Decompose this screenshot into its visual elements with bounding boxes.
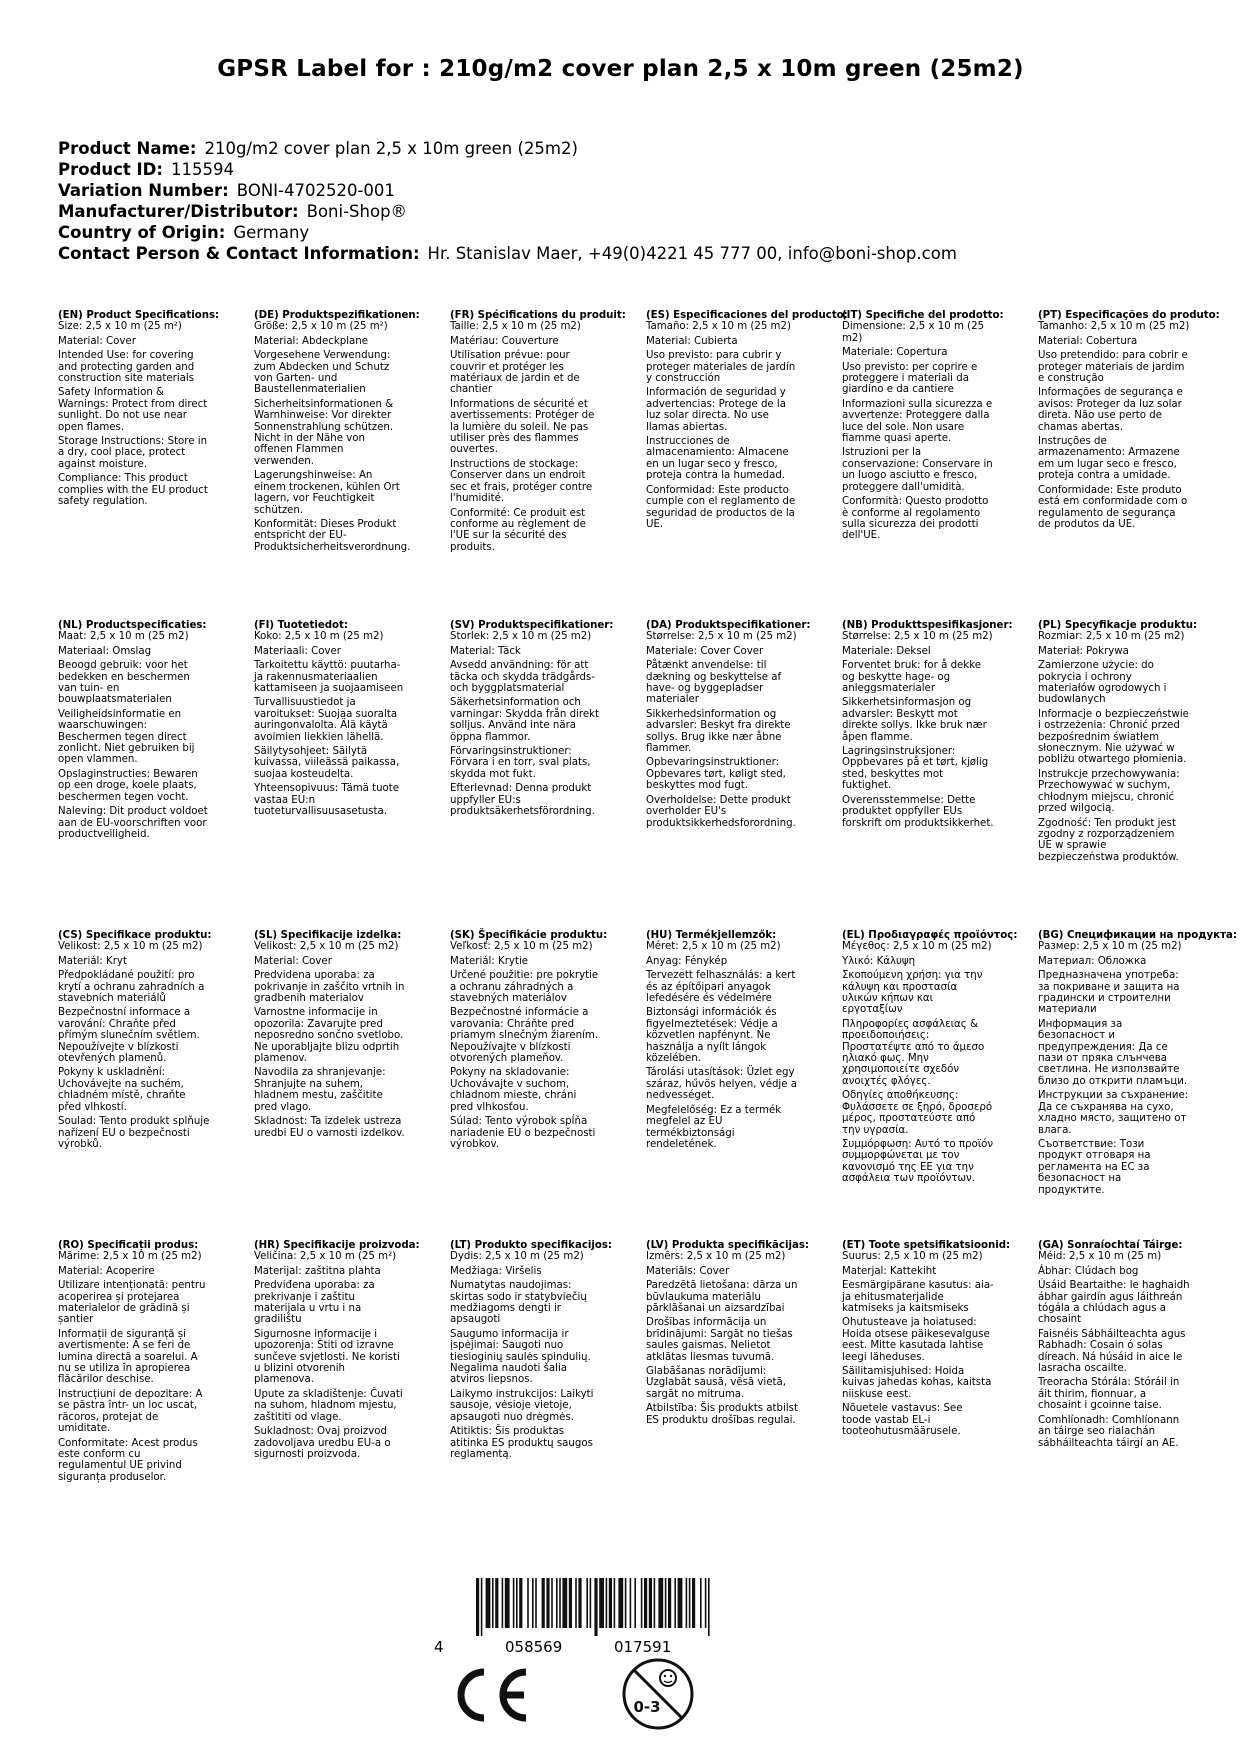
barcode-bar (527, 1578, 529, 1628)
barcode-bar (599, 1578, 604, 1628)
spec-paragraph: Skladnost: Ta izdelek ustreza uredbi EU o varnosti izdelkov. (254, 1116, 405, 1139)
spec-paragraph: Informacje o bezpieczeństwie i ostrzeżenia: Chronić przed bezpośrednim światłem słonecznym. Nie używać w pobliżu otwartego płomienia. (1038, 708, 1189, 766)
spec-paragraph: Predvidena uporaba: za pokrivanje in zaščito vrtnih in gradbenih materialov (254, 970, 405, 1005)
spec-paragraph: Varnostne informacije in opozorila: Zavarujte pred neposredno sončno svetlobo. Ne uporabljajte blizu odprtih plamenov. (254, 1007, 404, 1065)
spec-block (842, 930, 1018, 1240)
spec-paragraph: Materijal: zaštitna plahta (254, 1265, 381, 1277)
spec-paragraph: Material: Abdeckplane (254, 335, 368, 347)
spec-heading: (SL) Specifikacije izdelka: (254, 930, 402, 941)
spec-paragraph: Numatytas naudojimas: skirtas sodo ir statybviečių medžiagoms dengti ir apsaugoti (450, 1280, 587, 1326)
spec-paragraph: Instrucțiuni de depozitare: A se păstra într- un loc uscat, răcoros, protejat de umiditate. (58, 1388, 203, 1435)
spec-paragraph: Veiligheidsinformatie en waarschuwingen: Beschermen tegen direct zonlicht. Niet gebruiken bij open vlammen. (58, 708, 195, 766)
barcode-bar (614, 1578, 616, 1628)
spec-paragraph: Utilizare intenționată: pentru acoperirea și protejarea materialelor de grădină și șantier (58, 1280, 206, 1326)
spec-paragraph: Lagerungshinweise: An einem trockenen, kühlen Ort lagern, vor Feuchtigkeit schützen. (254, 470, 400, 516)
spec-paragraph: Efterlevnad: Denna produkt uppfyller EU:s produktsäkerhetsförordning. (450, 783, 595, 818)
spec-paragraph: Conformidad: Este producto cumple con el reglamento de seguridad de productos de la UE. (646, 484, 796, 530)
not-for-children-0-3-icon (620, 1656, 696, 1732)
spec-block (842, 620, 1013, 930)
page-title: GPSR Label for : 210g/m2 cover plan 2,5 x 10m green (25m2) (217, 56, 1024, 82)
barcode-bar (535, 1578, 537, 1628)
spec-heading: (PL) Specyfikacje produktu: (1038, 620, 1198, 631)
spec-block (1038, 930, 1237, 1240)
spec-paragraph: Soulad: Tento produkt splňuje nařízení EU o bezpečnosti výrobků. (58, 1116, 210, 1150)
info-row-manufacturer: Manufacturer/Distributor: Boni-Shop® (58, 202, 408, 221)
barcode-bar (516, 1578, 518, 1628)
info-row-variation-number: Variation Number: BONI-4702520-001 (58, 181, 395, 200)
barcode-bar (630, 1578, 632, 1628)
spec-block (450, 620, 614, 930)
info-row-contact: Contact Person & Contact Information: Hr. Stanislav Maer, +49(0)4221 45 777 00, info@boni-shop.com (58, 244, 957, 263)
spec-paragraph: Materiał: Pokrywa (1038, 645, 1129, 657)
spec-paragraph: Megfelelőség: Ez a termék megfelel az EU termékbiztonsági rendeletének. (646, 1104, 782, 1150)
spec-paragraph: Instrukcje przechowywania: Przechowywać w suchym, chłodnym miejscu, chronić przed wilgocią. (1038, 768, 1180, 815)
spec-paragraph: Matériau: Couverture (450, 335, 559, 347)
spec-block (1038, 1240, 1190, 1542)
spec-block (58, 310, 220, 620)
spec-heading: (SK) Špecifikácie produktu: (450, 930, 608, 941)
spec-paragraph: Glabāšanas norādījumi: Uzglabāt sausā, vēsā vietā, sargāt no mitruma. (646, 1366, 787, 1400)
spec-paragraph: Drošības informācija un brīdinājumi: Sargāt no tiešas saules gaismas. Nelietot atklātas liesmas tuvumā. (646, 1317, 793, 1363)
spec-block (254, 620, 406, 930)
spec-block (58, 1240, 210, 1542)
spec-paragraph: Sukladnost: Ovaj proizvod zadovoljava uredbu EU-a o sigurnosti proizvoda. (254, 1426, 391, 1460)
spec-paragraph: Předpokládané použití: pro krytí a ochranu zahradních a stavebních materiálů (58, 970, 205, 1005)
spec-size: Dydis: 2,5 x 10 m (25 m2) (450, 1251, 584, 1263)
spec-paragraph: Pokyny na skladovanie: Uchovávajte v suchom, chladnom mieste, chráni pred vlhkosťou. (450, 1067, 577, 1113)
spec-paragraph: Ábhar: Clúdach bog (1038, 1265, 1139, 1277)
spec-paragraph: Instruções de armazenamento: Armazene em um lugar seco e fresco, proteja contra a umidade. (1038, 436, 1180, 482)
product-info (58, 138, 1188, 264)
spec-heading: (NB) Produkttspesifikasjoner: (842, 620, 1013, 631)
spec-paragraph: Съответствие: Този продукт отговаря на регламента на ЕС за безопасност на продуктите. (1038, 1138, 1151, 1196)
spec-block (646, 310, 848, 620)
spec-heading: (SV) Produktspecifikationer: (450, 620, 614, 631)
spec-paragraph: Intended Use: for covering and protecting garden and construction site materials (58, 350, 195, 385)
spec-paragraph: Turvallisuustiedot ja varoitukset: Suojaa suoralta auringonvalolta. Älä käytä avoimien liekkien lähellä. (254, 697, 398, 743)
spec-paragraph: Sikkerhetsinformasjon og advarsler: Beskytt mot direkte sollys. Ikke bruk nær åpen flamme. (842, 697, 987, 743)
spec-paragraph: Tárolási utasítások: Üzlet egy száraz, hűvös helyen, védje a nedvességet. (646, 1067, 798, 1102)
barcode-bar (481, 1578, 483, 1636)
spec-heading: (IT) Specifiche del prodotto: (842, 310, 1004, 321)
spec-paragraph: Zamierzone użycie: do pokrycia i ochrony materiałów ogrodowych i budowlanych (1038, 660, 1167, 706)
spec-paragraph: Påtænkt anvendelse: til dækning og beskyttelse af have- og byggepladser materialer (646, 660, 782, 706)
spec-paragraph: Zgodność: Ten produkt jest zgodny z rozporządzeniem UE w sprawie bezpieczeństwa produktów. (1038, 817, 1179, 863)
spec-heading: (GA) Sonraíochtaí Táirge: (1038, 1240, 1183, 1251)
barcode-bar (551, 1578, 553, 1628)
spec-block (1038, 620, 1198, 930)
barcode-bar (502, 1578, 504, 1628)
spec-paragraph: Υλικό: Κάλυψη (842, 955, 916, 967)
spec-paragraph: Οδηγίες αποθήκευσης: Φυλάσσετε σε ξηρό, δροσερό μέρος, προστατεύστε από την υγρασία. (842, 1090, 993, 1136)
spec-paragraph: Materiāls: Cover (646, 1265, 730, 1277)
spec-paragraph: Materiál: Krytie (450, 955, 529, 967)
spec-block (646, 620, 811, 930)
spec-size: Μέγεθος: 2,5 x 10 m (25 m2) (842, 941, 992, 953)
spec-paragraph: Atitiktis: Šis produktas atitinka ES produktų saugos reglamentą. (450, 1426, 593, 1460)
barcode-bar (556, 1578, 558, 1628)
spec-paragraph: Predviđena uporaba: za prekrivanje i zaštitu materijala u vrtu i na gradilištu (254, 1280, 375, 1326)
spec-heading: (HU) Termékjellemzők: (646, 930, 777, 941)
barcode-bar (618, 1578, 623, 1628)
spec-paragraph: Material: Cubierta (646, 335, 738, 347)
spec-size: Maat: 2,5 x 10 m (25 m2) (58, 631, 189, 643)
spec-paragraph: Opslaginstructies: Bewaren op een droge, koele plaats, beschermen tegen vocht. (58, 768, 198, 803)
spec-paragraph: Avsedd användning: för att täcka och skydda trädgårds- och byggplatsmaterial (450, 660, 595, 695)
barcode-bar (689, 1578, 691, 1628)
barcode-bar (594, 1578, 597, 1636)
spec-paragraph: Anyag: Fénykép (646, 955, 728, 967)
barcode-digit-first: 4 (434, 1638, 444, 1656)
spec-size: Größe: 2,5 x 10 m (25 m²) (254, 321, 388, 333)
barcode-group-right: 017591 (614, 1638, 672, 1656)
spec-paragraph: Overholdelse: Dette produkt overholder EU's produktsikkerhedsforordning. (646, 794, 796, 829)
spec-size: Размер: 2,5 x 10 m (25 m2) (1038, 941, 1182, 953)
spec-paragraph: Materiál: Kryt (58, 955, 127, 967)
spec-paragraph: Säkerhetsinformation och varningar: Skydda från direkt solljus. Använd inte nära öppna flammor. (450, 697, 599, 743)
spec-size: Size: 2,5 x 10 m (25 m²) (58, 321, 182, 333)
spec-paragraph: Materjal: Kattekiht (842, 1265, 937, 1277)
spec-heading: (EN) Product Specifications: (58, 310, 220, 321)
barcode-bar (665, 1578, 667, 1628)
spec-heading: (HR) Specifikacije proizvoda: (254, 1240, 420, 1251)
spec-block (1038, 310, 1220, 620)
barcode-bar (562, 1578, 567, 1628)
barcode (434, 1578, 744, 1660)
spec-size: Tamaño: 2,5 x 10 m (25 m2) (646, 321, 791, 333)
spec-block (842, 310, 1004, 620)
spec-paragraph: Материал: Обложка (1038, 955, 1147, 967)
spec-paragraph: Eesmärgipärane kasutus: aia- ja ehitusmaterjalide katmiseks ja kaitsmiseks (842, 1280, 994, 1315)
spec-block (646, 930, 798, 1240)
spec-paragraph: Sikkerhedsinformation og advarsler: Beskyt fra direkte sollys. Brug ikke nær åbne flammer. (646, 708, 791, 755)
spec-paragraph: Informações de segurança e avisos: Proteger da luz solar direta. Não use perto de chamas abertas. (1038, 387, 1183, 433)
spec-paragraph: Инструкции за съхранение: Да се съхранява на сухо, хладно място, защитено от влага. (1038, 1090, 1189, 1136)
spec-paragraph: Naleving: Dit product voldoet aan de EU-voorschriften voor productveiligheid. (58, 806, 208, 840)
spec-size: Velikost: 2,5 x 10 m (25 m2) (58, 941, 203, 953)
spec-size: Størrelse: 2,5 x 10 m (25 m2) (646, 631, 797, 643)
spec-paragraph: Storage Instructions: Store in a dry, cool place, protect against moisture. (58, 436, 208, 470)
spec-paragraph: Materiaali: Cover (254, 645, 341, 657)
spec-size: Rozmiar: 2,5 x 10 m (25 m2) (1038, 631, 1185, 643)
spec-paragraph: Beoogd gebruik: voor het bedekken en beschermen van tuin- en bouwplaatsmaterialen (58, 660, 190, 706)
barcode-bar (513, 1578, 515, 1628)
spec-paragraph: Conformidade: Este produto está em conformidade com o regulamento de segurança de produtos da UE. (1038, 484, 1188, 530)
spec-paragraph: Treoracha Stórála: Stóráil in áit thirim, fionnuar, a chosaint i gcoinne taise. (1038, 1377, 1180, 1412)
barcode-bar (559, 1578, 561, 1628)
spec-paragraph: Lagringsinstruksjoner: Oppbevares på et tørt, kjølig sted, beskyttes mot fuktighet. (842, 746, 989, 792)
info-row-product-id: Product ID: 115594 (58, 160, 234, 179)
spec-paragraph: Saugumo informacija ir įspėjimai: Saugoti nuo tiesioginių saulės spindulių. Negalima naudoti šalia atviros liepsnos. (450, 1328, 591, 1386)
spec-paragraph: Informații de siguranță și avertismente: A se feri de lumina directă a soarelui. A nu se utiliza în apropierea flăcărilor deschise. (58, 1328, 198, 1386)
spec-paragraph: Informazioni sulla sicurezza e avvertenze: Proteggere dalla luce del sole. Non usare fiamme quasi aperte. (842, 398, 993, 445)
spec-heading: (CS) Specifikace produktu: (58, 930, 212, 941)
spec-heading: (LT) Produkto specifikacijos: (450, 1240, 612, 1251)
spec-paragraph: Säilytysohjeet: Säilytä kuivassa, viileässä paikassa, suojaa kosteudelta. (254, 746, 400, 780)
spec-paragraph: Atbilstība: Šis produkts atbilst ES produktu drošības regulai. (646, 1403, 798, 1426)
spec-size: Méret: 2,5 x 10 m (25 m2) (646, 941, 781, 953)
spec-block (58, 620, 210, 930)
spec-paragraph: Úsáid Beartaithe: le haghaidh ábhar gairdín agus láithreán tógála a chlúdach agus a chosaint (1038, 1280, 1190, 1326)
spec-paragraph: Material: Cobertura (1038, 335, 1138, 347)
barcode-bar (705, 1578, 707, 1628)
barcode-bar (505, 1578, 510, 1628)
spec-paragraph: Conformità: Questo prodotto è conforme al regolamento sulla sicurezza dei prodotti dell'UE. (842, 496, 989, 542)
barcode-bar (575, 1578, 577, 1628)
spec-paragraph: Информация за безопасност и предупреждения: Да се пази от пряка слънчева светлина. Не използвайте близо до открити пламъци. (1038, 1018, 1188, 1087)
barcode-bar (519, 1578, 522, 1628)
spec-block (450, 310, 626, 620)
barcode-bar (569, 1578, 572, 1628)
spec-block (450, 1240, 612, 1542)
barcode-bar (641, 1578, 643, 1628)
spec-paragraph: Vorgesehene Verwendung: zum Abdecken und Schutz von Garten- und Baustellenmaterialien (254, 350, 391, 396)
age-range-label: 0-3 (633, 1698, 661, 1716)
spec-paragraph: Säilitamisjuhised: Hoida kuivas jahedas kohas, kaitsta niiskuse eest. (842, 1366, 992, 1400)
spec-heading: (ET) Toote spetsifikatsioonid: (842, 1240, 1011, 1251)
spec-paragraph: Určené použitie: pre pokrytie a ochranu záhradných a stavebných materiálov (450, 970, 599, 1005)
spec-paragraph: Uso previsto: per coprire e proteggere i materiali da giardino e da cantiere (842, 361, 978, 396)
spec-paragraph: Conformité: Ce produit est conforme au règlement de l'UE sur la sécurité des produits. (450, 507, 586, 553)
barcode-bar (686, 1578, 688, 1628)
spec-size: Velikost: 2,5 x 10 m (25 m2) (254, 941, 399, 953)
barcode-bar (658, 1578, 663, 1628)
spec-paragraph: Instrucciones de almacenamiento: Almacene en un lugar seco y fresco, proteja contra la humedad. (646, 436, 789, 482)
spec-paragraph: Material: Cover (58, 335, 136, 347)
spec-block (254, 930, 406, 1240)
spec-paragraph: Bezpečnostné informácie a varovania: Chráňte pred priamym slnečným žiarením. Nepoužívajte v blízkosti otvorených plameňov. (450, 1007, 599, 1065)
spec-block (646, 1240, 809, 1542)
spec-size: Storlek: 2,5 x 10 m (25 m2) (450, 631, 592, 643)
spec-paragraph: Uso previsto: para cubrir y proteger materiales de jardín y construcción (646, 350, 796, 385)
spec-paragraph: Navodila za shranjevanje: Shranjujte na suhem, hladnem mestu, zaščitite pred vlago. (254, 1067, 386, 1113)
spec-paragraph: Material: Täck (450, 645, 521, 657)
spec-heading: (LV) Produkta specifikācijas: (646, 1240, 809, 1251)
barcode-bar (654, 1578, 656, 1628)
spec-size: Méid: 2,5 x 10 m (25 m) (1038, 1251, 1162, 1263)
spec-heading: (FR) Spécifications du produit: (450, 310, 626, 321)
info-row-product-name: Product Name: 210g/m2 cover plan 2,5 x 10m green (25m2) (58, 139, 578, 158)
spec-heading: (DE) Produktspezifikationen: (254, 310, 420, 321)
spec-paragraph: Sicherheitsinformationen & Warnhinweise: Vor direkter Sonnenstrahlung schützen. Nicht in der Nähe von offenen Flammen verwenden. (254, 398, 394, 467)
spec-paragraph: Biztonsági információk és figyelmeztetések: Védje a közvetlen napfénynt. Ne használja a nyílt lángok közelében. (646, 1007, 778, 1065)
barcode-bar (678, 1578, 683, 1628)
spec-paragraph: Material: Acoperire (58, 1265, 155, 1277)
spec-paragraph: Nõuetele vastavus: See toode vastab EL-i tooteohutusmäärusele. (842, 1403, 963, 1438)
spec-heading: (BG) Спецификации на продукта: (1038, 930, 1237, 941)
spec-paragraph: Medžiaga: Viršelis (450, 1265, 542, 1277)
barcode-bar (708, 1578, 710, 1636)
spec-size: Størrelse: 2,5 x 10 m (25 m2) (842, 631, 993, 643)
spec-paragraph: Upute za skladištenje: Čuvati na suhom, hladnom mjestu, zaštititi od vlage. (254, 1388, 403, 1423)
spec-paragraph: Laikymo instrukcijos: Laikyti sausoje, vėsioje vietoje, apsaugoti nuo drėgmės. (450, 1388, 594, 1423)
barcode-bar (634, 1578, 636, 1628)
barcode-group-left: 058569 (505, 1638, 563, 1656)
spec-paragraph: Istruzioni per la conservazione: Conservare in un luogo asciutto e fresco, proteggere dall'umidità. (842, 447, 993, 493)
spec-paragraph: Material: Cover (254, 955, 332, 967)
spec-heading: (PT) Especificações do produto: (1038, 310, 1220, 321)
spec-size: Veličina: 2,5 x 10 m (25 m²) (254, 1251, 397, 1263)
spec-paragraph: Overensstemmelse: Dette produktet oppfyller EUs forskrift om produktsikkerhet. (842, 794, 994, 829)
spec-paragraph: Comhlíonadh: Comhlíonann an táirge seo rialachán sábháilteachta táirgí an AE. (1038, 1414, 1180, 1449)
barcode-bar (495, 1578, 498, 1628)
spec-size: Veľkosť: 2,5 x 10 m (25 m2) (450, 941, 593, 953)
spec-block (58, 930, 210, 1240)
spec-block (842, 1240, 1011, 1542)
spec-size: Koko: 2,5 x 10 m (25 m2) (254, 631, 384, 643)
spec-size: Mărime: 2,5 x 10 m (25 m2) (58, 1251, 202, 1263)
barcode-bar (649, 1578, 652, 1628)
barcode-bar (546, 1578, 549, 1628)
spec-heading: (NL) Productspecificaties: (58, 620, 207, 631)
spec-paragraph: Πληροφορίες ασφάλειας & προειδοποιήσεις: Προστατέψτε από το άμεσο ηλιακό φως. Μην χρησιμοποιείτε σχεδόν ανοιχτές φλόγες. (842, 1018, 985, 1087)
barcode-bar (644, 1578, 647, 1628)
barcode-bar (692, 1578, 695, 1628)
spec-paragraph: Tarkoitettu käyttö: puutarha- ja rakennusmateriaalien kattamiseen ja suojaamiseen (254, 660, 404, 695)
spec-size: Taille: 2,5 x 10 m (25 m2) (450, 321, 581, 333)
spec-heading: (ES) Especificaciones del producto: (646, 310, 848, 321)
barcode-bar (486, 1578, 491, 1628)
spec-paragraph: Sigurnosne informacije i upozorenja: Štiti od izravne sunčeve svjetlosti. Ne koristi u blizini otvorenih plamenova. (254, 1328, 400, 1386)
barcode-bar (532, 1578, 534, 1628)
spec-paragraph: Yhteensopivuus: Tämä tuote vastaa EU:n tuoteturvallisuusasetusta. (254, 783, 400, 818)
barcode-bar (578, 1578, 581, 1628)
info-row-country: Country of Origin: Germany (58, 223, 310, 242)
barcode-bar (492, 1578, 494, 1628)
spec-paragraph: Ohutusteave ja hoiatused: Hoida otsese päikesevalguse eest. Mitte kasutada lahtise leegi läheduses. (842, 1317, 990, 1363)
barcode-bar (609, 1578, 612, 1628)
barcode-bars (476, 1578, 716, 1636)
spec-paragraph: Paredzētā lietošana: dārza un būvlaukuma materiālu pārklāšanai un aizsardzībai (646, 1280, 798, 1315)
spec-paragraph: Συμμόρφωση: Αυτό το προϊόν συμμορφώνεται με τον κανονισμό της ΕΕ για την ασφάλεια των προϊόντων. (842, 1138, 994, 1185)
spec-paragraph: Materiale: Cover Cover (646, 645, 764, 657)
spec-paragraph: Safety Information & Warnings: Protect from direct sunlight. Do not use near open flames. (58, 387, 208, 433)
spec-paragraph: Materiale: Copertura (842, 347, 948, 359)
spec-block (254, 310, 420, 620)
spec-paragraph: Konformität: Dieses Produkt entspricht der EU-Produktsicherheitsverordnung. (254, 518, 411, 553)
barcode-bar (668, 1578, 671, 1628)
spec-paragraph: Súlad: Tento výrobok spĺňa nariadenie EÚ o bezpečnosti výrobkov. (450, 1116, 596, 1150)
spec-size: Tamanho: 2,5 x 10 m (25 m2) (1038, 321, 1190, 333)
barcode-bar (625, 1578, 627, 1628)
spec-paragraph: Pokyny k uskladnění: Uchovávejte na suchém, chladném místě, chraňte před vlhkostí. (58, 1067, 186, 1113)
ce-mark-icon (446, 1666, 532, 1724)
spec-paragraph: Förvaringsinstruktioner: Förvara i en torr, sval plats, skydda mot fukt. (450, 746, 591, 780)
spec-paragraph: Informations de sécurité et avertissements: Protéger de la lumière du soleil. Ne pas utiliser près des flammes ouvertes. (450, 398, 595, 456)
spec-size: Dimensione: 2,5 x 10 m (25 m2) (842, 321, 985, 344)
spec-heading: (EL) Προδιαγραφές προϊόντος: (842, 930, 1018, 941)
spec-paragraph: Bezpečnostní informace a varování: Chraňte před přímým slunečním světlem. Nepoužívejte v blízkosti otevřených plamenů. (58, 1007, 200, 1065)
spec-paragraph: Faisnéis Sábháilteachta agus Rabhadh: Cosain ó solas díreach. Ná húsáid in aice le lasracha oscailte. (1038, 1328, 1186, 1375)
spec-size: Suurus: 2,5 x 10 m (25 m2) (842, 1251, 983, 1263)
spec-heading: (DA) Produktspecifikationer: (646, 620, 811, 631)
barcode-bar (586, 1578, 588, 1628)
spec-paragraph: Utilisation prévue: pour couvrir et protéger les matériaux de jardin et de chantier (450, 350, 580, 396)
spec-size: Izmērs: 2,5 x 10 m (25 m2) (646, 1251, 786, 1263)
spec-paragraph: Uso pretendido: para cobrir e proteger materiais de jardim e construção (1038, 350, 1188, 385)
barcode-bar (476, 1578, 479, 1636)
spec-paragraph: Materiaal: Omslag (58, 645, 152, 657)
barcode-bar (674, 1578, 676, 1628)
compliance-marks (0, 1654, 1241, 1754)
spec-paragraph: Instructions de stockage: Conserver dans un endroit sec et frais, protéger contre l'humidité. (450, 458, 593, 505)
spec-paragraph: Предназначена употреба: за покриване и защита на градински и строителни материали (1038, 970, 1180, 1016)
barcode-bar (700, 1578, 702, 1628)
spec-paragraph: Σκοπούμενη χρήση: για την κάλυψη και προστασία υλικών κήπων και εργοταξίων (842, 970, 983, 1016)
spec-heading: (RO) Specificații produs: (58, 1240, 199, 1251)
spec-heading: (FI) Tuotetiedot: (254, 620, 348, 631)
spec-paragraph: Opbevaringsinstruktioner: Opbevares tørt, køligt sted, beskyttes mod fugt. (646, 757, 786, 792)
spec-paragraph: Información de seguridad y advertencias: Protege de la luz solar directa. No use llamas abiertas. (646, 387, 787, 433)
specifications-grid (58, 310, 1238, 1542)
spec-paragraph: Forventet bruk: for å dekke og beskytte hage- og anleggsmaterialer (842, 660, 982, 695)
spec-paragraph: Materiale: Deksel (842, 645, 931, 657)
spec-block (254, 1240, 420, 1542)
barcode-bar (590, 1578, 592, 1628)
spec-paragraph: Compliance: This product complies with the EU product safety regulation. (58, 473, 208, 508)
spec-paragraph: Conformitate: Acest produs este conform cu regulamentul UE privind siguranța produselor. (58, 1437, 198, 1483)
barcode-bar (542, 1578, 545, 1628)
barcode-bar (606, 1578, 608, 1628)
spec-block (450, 930, 608, 1240)
spec-paragraph: Tervezett felhasználás: a kert és az építőipari anyagok lefedésére és védelmére (646, 970, 796, 1005)
